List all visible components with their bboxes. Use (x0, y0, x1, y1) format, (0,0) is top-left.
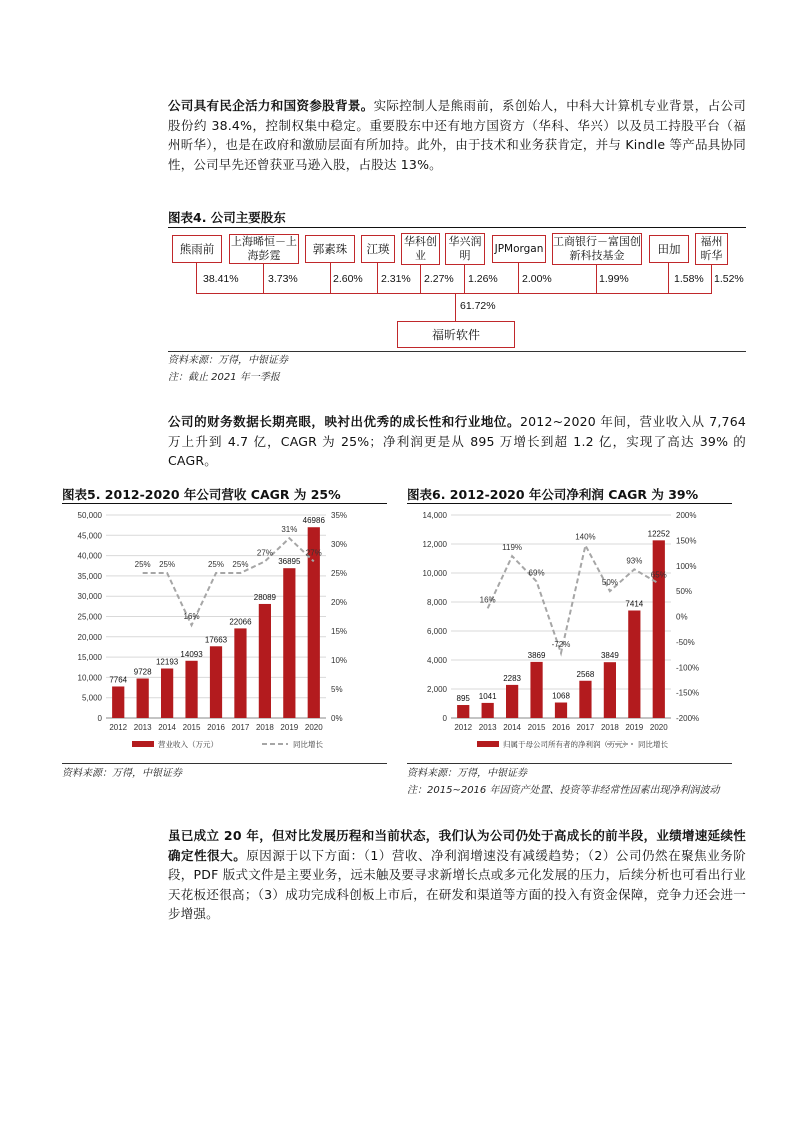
x-tick-label: 2019 (280, 723, 299, 732)
y-tick-label: 6,000 (426, 627, 447, 636)
y-tick-label: 45,000 (77, 531, 102, 541)
growth-label: -72% (551, 640, 571, 650)
connector-horizontal (196, 293, 712, 294)
y2-tick-label: 30% (331, 540, 348, 549)
connector (330, 263, 331, 293)
growth-label: 16% (479, 595, 496, 605)
total-pct: 61.72% (460, 300, 496, 312)
fig5-bottom-rule (62, 763, 387, 764)
company-box: 福昕软件 (397, 321, 515, 348)
shareholder-pct: 1.99% (599, 273, 629, 285)
bar-value-label: 895 (456, 694, 470, 704)
x-tick-label: 2016 (207, 723, 225, 732)
connector (711, 265, 712, 293)
connector (464, 265, 465, 293)
growth-label: 25% (232, 560, 249, 569)
x-tick-label: 2015 (527, 723, 546, 732)
connector (668, 263, 669, 293)
growth-label: 27% (256, 548, 273, 558)
bar-value-label: 46986 (302, 516, 325, 526)
y-tick-label: 4,000 (426, 656, 447, 665)
y-tick-label: 0 (97, 714, 102, 723)
revenue-chart (62, 506, 387, 761)
bar-value-label: 3849 (600, 651, 619, 661)
x-tick-label: 2012 (454, 723, 473, 732)
financial-bold: 公司的财务数据长期亮眼，映衬出优秀的成长性和行业地位。 (168, 414, 520, 429)
bar-value-label: 17663 (204, 635, 228, 645)
fig6-source: 资料来源：万得，中银证券 (407, 768, 527, 779)
fig6-bottom-rule (407, 763, 732, 764)
shareholder-pct: 1.58% (674, 273, 704, 285)
x-tick-label: 2013 (478, 723, 497, 732)
x-tick-label: 2014 (503, 723, 522, 732)
y-tick-label: 20,000 (77, 632, 102, 642)
legend-bar-label: 营业收入（万元） (158, 740, 218, 749)
shareholder-box: 田加 (649, 235, 689, 263)
growth-label: 25% (159, 560, 176, 569)
growth-label: 25% (207, 560, 225, 569)
y-tick-label: 0 (442, 714, 447, 723)
connector (518, 263, 519, 293)
intro-paragraph (168, 96, 746, 174)
shareholder-pct: 2.60% (333, 273, 363, 285)
bar (579, 681, 591, 718)
growth-label: 27% (305, 548, 322, 558)
legend-bar-swatch (477, 741, 499, 747)
shareholder-pct: 3.73% (268, 273, 298, 285)
legend-line-label: 同比增长 (638, 740, 668, 749)
y2-tick-label: -50% (676, 637, 695, 647)
connector (596, 265, 597, 293)
fig6-note: 注：2015~2016 年因资产处置、投资等非经常性因素出现净利润波动 (407, 785, 720, 796)
bar-value-label: 1041 (478, 691, 497, 701)
y-tick-label: 10,000 (422, 569, 447, 578)
shareholder-pct: 38.41% (203, 273, 239, 285)
bar (530, 662, 542, 718)
fig5-title: 图表5. 2012-2020 年公司营收 CAGR 为 25% (62, 487, 341, 502)
shareholder-box: 工商银行－富国创新科技基金 (552, 233, 642, 265)
bar-value-label: 7414 (625, 599, 644, 609)
y2-tick-label: 25% (331, 569, 348, 578)
shareholder-box: JPMorgan (492, 235, 546, 263)
y-tick-label: 14,000 (422, 511, 447, 520)
x-tick-label: 2018 (600, 723, 619, 732)
bar (185, 661, 197, 718)
bar (457, 705, 469, 718)
growth-label: 93% (626, 556, 643, 566)
shareholder-box: 郭素珠 (305, 235, 355, 263)
y2-tick-label: 150% (676, 536, 697, 546)
x-tick-label: 2019 (625, 723, 644, 732)
fig4-title: 图表4. 公司主要股东 (168, 210, 286, 225)
x-tick-label: 2014 (158, 723, 177, 732)
shareholder-box: 华科创业 (401, 233, 440, 265)
intro-text: 实际控制人是熊雨前，系创始人，中科大计算机专业背景，占公司股份约 38.4%，控制权集中稳定。重要股东中还有地方国资方（华科、华兴）以及员工持股平台（福州昕华），也是在政府和激励层面有所加持。此外，由于技术和业务获肯定，并与 Kindle 等产品具协同性，公司早先还曾获亚马逊入股，占股达 13%。 (168, 98, 746, 172)
shareholder-pct: 2.27% (424, 273, 454, 285)
shareholder-pct: 2.31% (381, 273, 411, 285)
fig4-source: 资料来源：万得，中银证券 (168, 355, 288, 366)
fig6-top-rule (407, 503, 732, 504)
legend-bar-swatch (132, 741, 154, 747)
y2-tick-label: 200% (676, 511, 697, 520)
growth-label: 31% (281, 525, 298, 535)
intro-bold: 公司具有民企活力和国资参股背景。 (168, 98, 374, 113)
bar-value-label: 2283 (503, 673, 522, 683)
legend-line-label: 同比增长 (293, 740, 323, 749)
bar (555, 703, 567, 718)
bar (628, 610, 640, 718)
net-profit-chart (407, 506, 732, 761)
shareholder-box: 华兴润明 (445, 233, 485, 265)
y-tick-label: 10,000 (77, 673, 102, 683)
bar (210, 646, 222, 718)
growth-label: 65% (650, 570, 667, 580)
outlook-bold: 虽已成立 20 年，但对比发展历程和当前状态，我们认为公司仍处于高成长的前半段，业绩增速延续性确定性很大。 (168, 828, 746, 863)
fig4-note: 注：截止 2021 年一季报 (168, 372, 280, 383)
outlook-text: 原因源于以下方面：（1）营收、净利润增速没有减缓趋势；（2）公司仍然在聚焦业务阶段，PDF 版式文件是主要业务，远未触及要寻求新增长点或多元化发展的压力，后续分析也可看出行业天花板还很高；（3）成功完成科创板上市后，在研发和渠道等方面的投入有资金保障，竞争力还会进一步增强。 (168, 847, 746, 921)
bar-value-label: 9728 (133, 667, 152, 677)
connector (377, 263, 378, 293)
bar (283, 568, 295, 718)
bar (604, 662, 616, 718)
bar (482, 703, 494, 718)
bar-value-label: 14093 (180, 649, 203, 659)
bar-value-label: 22066 (229, 617, 252, 627)
y2-tick-label: 100% (676, 561, 697, 571)
y-tick-label: 15,000 (77, 653, 102, 663)
bar-value-label: 3869 (527, 650, 546, 660)
y2-tick-label: 15% (331, 627, 348, 636)
shareholder-pct: 1.26% (468, 273, 498, 285)
legend-bar-label: 归属于母公司所有者的净利润（万元） (503, 740, 631, 749)
y2-tick-label: 5% (331, 685, 343, 694)
y2-tick-label: -150% (676, 688, 700, 698)
shareholder-box: 江瑛 (361, 235, 395, 263)
y2-tick-label: 20% (331, 598, 348, 607)
bar (259, 604, 271, 718)
connector (196, 263, 197, 293)
connector (263, 264, 264, 293)
x-tick-label: 2013 (133, 723, 152, 732)
x-tick-label: 2020 (304, 723, 323, 732)
bar (161, 668, 173, 718)
y2-tick-label: -200% (676, 714, 700, 723)
x-tick-label: 2018 (255, 723, 274, 732)
y2-tick-label: 10% (331, 656, 348, 665)
x-tick-label: 2020 (649, 723, 668, 732)
y-tick-label: 2,000 (426, 685, 447, 694)
y2-tick-label: 50% (676, 587, 693, 597)
bar-value-label: 2568 (576, 669, 595, 679)
y-tick-label: 25,000 (77, 612, 102, 622)
y-tick-label: 30,000 (77, 592, 102, 602)
growth-label: 16% (183, 612, 200, 622)
y2-tick-label: 0% (676, 612, 688, 622)
growth-label: 69% (528, 568, 545, 578)
x-tick-label: 2017 (576, 723, 595, 732)
y-tick-label: 12,000 (422, 540, 447, 549)
y2-tick-label: 35% (331, 511, 348, 520)
connector (420, 265, 421, 293)
y-tick-label: 40,000 (77, 551, 102, 561)
y-tick-label: 35,000 (77, 571, 102, 581)
connector-main (455, 293, 456, 321)
growth-label: 25% (134, 560, 151, 569)
shareholder-pct: 1.52% (714, 273, 744, 285)
y2-tick-label: -100% (676, 663, 700, 673)
shareholder-box: 上海晞恒－上海彭霆 (231, 235, 297, 262)
y-tick-label: 50,000 (77, 511, 102, 520)
outlook-paragraph (168, 826, 746, 924)
shareholder-box: 福州昕华 (695, 233, 728, 265)
y-tick-label: 8,000 (426, 598, 447, 607)
bar-value-label: 12193 (155, 657, 179, 667)
fig6-title: 图表6. 2012-2020 年公司净利润 CAGR 为 39% (407, 487, 699, 502)
x-tick-label: 2012 (109, 723, 128, 732)
bar-value-label: 36895 (278, 557, 301, 567)
financial-paragraph (168, 412, 746, 471)
growth-label: 119% (502, 543, 523, 553)
fig4-top-rule (168, 227, 746, 228)
growth-label: 140% (575, 532, 596, 542)
bar (506, 685, 518, 718)
bar-value-label: 1068 (552, 691, 570, 701)
fig5-source: 资料来源：万得，中银证券 (62, 768, 182, 779)
bar (112, 686, 124, 718)
fig4-bottom-rule (168, 351, 746, 352)
financial-text: 2012~2020 年间，营业收入从 7,764 万上升到 4.7 亿，CAGR 为 25%；净利润更是从 895 万增长到超 1.2 亿，实现了高达 39% 的 CAGR。 (168, 414, 746, 468)
bar (137, 679, 149, 718)
x-tick-label: 2017 (231, 723, 250, 732)
bar-value-label: 28089 (253, 592, 277, 602)
fig5-top-rule (62, 503, 387, 504)
y-tick-label: 5,000 (81, 693, 102, 703)
x-tick-label: 2016 (552, 723, 570, 732)
bar (650, 540, 667, 718)
shareholder-box: 熊雨前 (172, 235, 222, 263)
bar (234, 628, 246, 718)
y2-tick-label: 0% (331, 714, 343, 723)
shareholder-pct: 2.00% (522, 273, 552, 285)
bar-value-label: 7764 (109, 675, 128, 685)
growth-label: 50% (601, 578, 618, 588)
x-tick-label: 2015 (182, 723, 201, 732)
bar-value-label: 12252 (647, 529, 670, 539)
